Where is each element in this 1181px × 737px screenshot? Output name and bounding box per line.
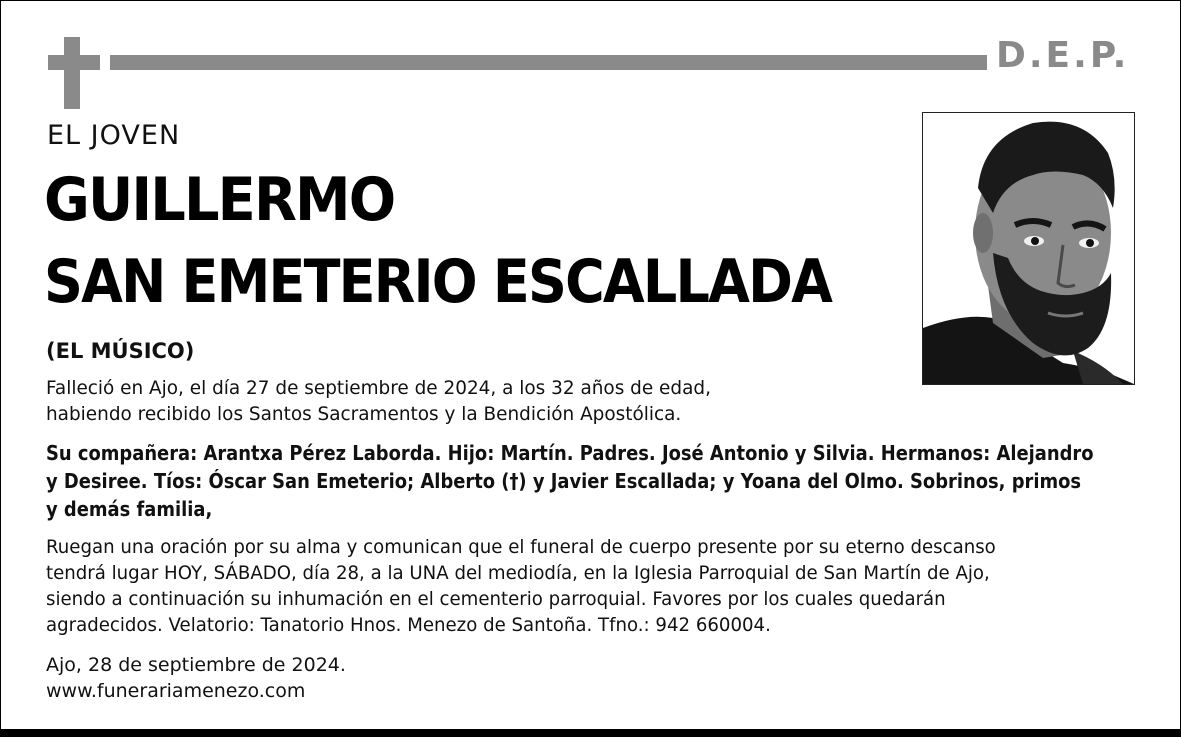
family-line: Su compañera: Arantxa Pérez Laborda. Hijo: Martín. Padres. José Antonio y Silvia. Hermanos: Alejandro xyxy=(46,441,1094,465)
portrait-image xyxy=(923,113,1134,384)
family-line: y Desiree. Tíos: Óscar San Emeterio; Alberto (†) y Javier Escallada; y Yoana del Olmo. Sobrinos, primos xyxy=(46,469,1082,493)
family-line: y demás familia, xyxy=(46,497,213,521)
dep-label: D.E.P. xyxy=(996,35,1130,76)
death-notice xyxy=(46,375,711,427)
funeral-details xyxy=(46,534,996,638)
death-notice-line: habiendo recibido los Santos Sacramentos y la Bendición Apostólica. xyxy=(46,403,682,425)
funeral-line: Ruegan una oración por su alma y comunican que el funeral de cuerpo presente por su eterno descanso xyxy=(46,536,996,558)
bottom-bar xyxy=(0,729,1181,737)
funeral-line: siendo a continuación su inhumación en el cementerio parroquial. Favores por los cuales quedarán xyxy=(46,588,946,610)
family-list xyxy=(46,439,1094,523)
deceased-prefix: EL JOVEN xyxy=(47,120,181,151)
header-rule xyxy=(110,55,987,70)
cross-icon xyxy=(48,37,100,109)
place-date: Ajo, 28 de septiembre de 2024. xyxy=(46,654,346,676)
deceased-photo xyxy=(922,112,1135,385)
deceased-surnames: SAN EMETERIO ESCALLADA xyxy=(44,247,832,317)
website-link[interactable]: www.funerariamenezo.com xyxy=(46,680,306,702)
deceased-nickname: (EL MÚSICO) xyxy=(46,339,195,363)
deceased-first-name: GUILLERMO xyxy=(44,165,395,235)
funeral-line: tendrá lugar HOY, SÁBADO, día 28, a la UNA del mediodía, en la Iglesia Parroquial de San Martín de Ajo, xyxy=(46,562,990,584)
death-notice-line: Falleció en Ajo, el día 27 de septiembre de 2024, a los 32 años de edad, xyxy=(46,377,711,399)
funeral-line: agradecidos. Velatorio: Tanatorio Hnos. Menezo de Santoña. Tfno.: 942 660004. xyxy=(46,614,771,636)
